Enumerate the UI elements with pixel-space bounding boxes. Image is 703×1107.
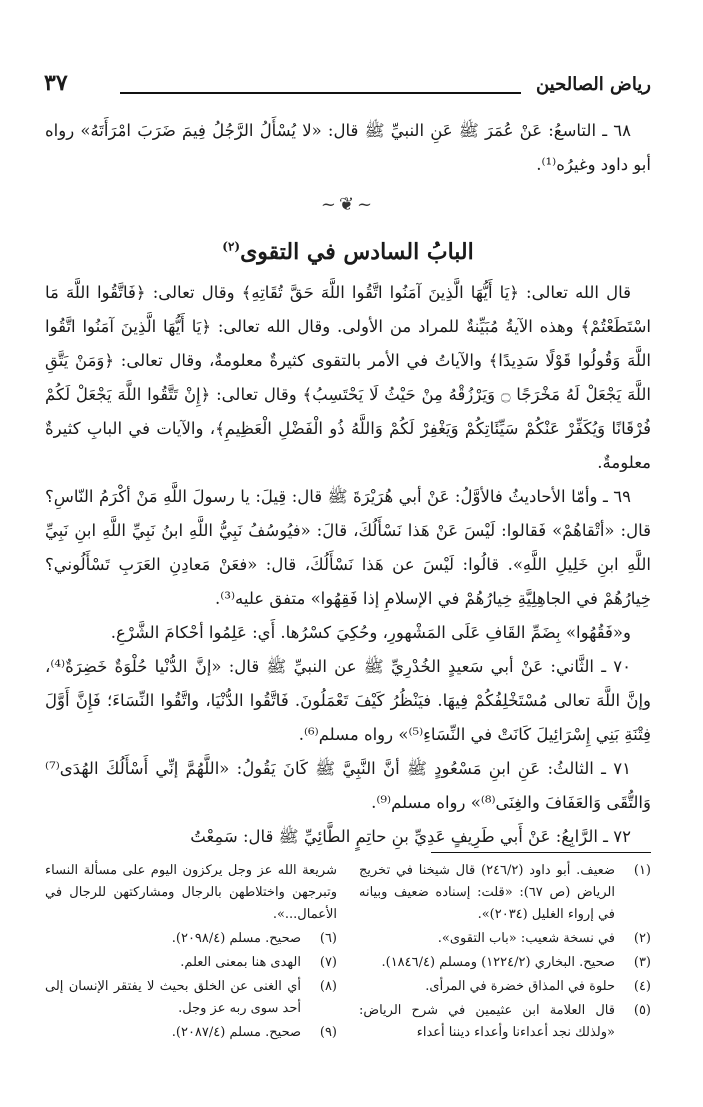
- ornament-divider: ~❦~: [320, 194, 376, 215]
- hadith-72: ٧٢ ـ الرَّابِعُ: عَنْ أَبي طَرِيفٍ عَدِيِّ بنِ حاتِمٍ الطَّائِيِّ ﷺ قال: سَمِعْتُ: [190, 827, 631, 846]
- footnote-8: (٨) أي الغنى عن الخلق بحيث لا يفتقر الإنسان إلى أحد سوى ربه عز وجل.: [45, 979, 337, 1016]
- footnote-divider: [431, 852, 651, 853]
- footnote-5: (٥) قال العلامة ابن عثيمين في شرح الرياض: «ولذلك نجد أعداءنا وأعداء ديننا أعداء: [359, 1003, 651, 1040]
- footnotes-right-column: [359, 860, 651, 1046]
- footnote-7: (٧) الهدى هنا بمعنى العلم.: [180, 955, 337, 970]
- chapter-footnote-ref: (٢): [222, 239, 241, 254]
- hadith-69: ٦٩ ـ وأمّا الأحاديثُ فالأوَّلُ: عَنْ أبي هُرَيْرَةَ ﷺ قال: قِيلَ: يا رسولَ اللَّهِ مَنْ أكْرَمُ النّاسِ؟ قال: «أتْقاهُمْ» فَقالوا: لَيْسَ عَنْ هَذا نَسْأَلُكَ، قالَ: «فيُوسُفُ نَبِيُّ اللَّهِ ابنُ نَبِيِّ اللَّهِ ابنِ نَبِيِّ اللَّهِ ابنِ خَلِيلِ اللَّهِ». قالُوا: لَيْسَ عن هَذا نَسْأَلُكَ، قال: «فعَنْ مَعادِنِ العَرَبِ تَسْأَلُوني؟ خِيارُهُمْ في الجاهِلِيَّةِ خِيارُهُمْ في الإسلامِ إذا فَقِهُوا» متفق عليه⁽³⁾.: [45, 487, 651, 608]
- book-title: رياض الصالحين: [535, 74, 651, 95]
- footnote-4: (٤) حلوة في المذاق خضرة في المرأى.: [425, 979, 651, 994]
- footnote-1: (١) ضعيف. أبو داود (٢٤٦/٢) قال شيخنا في تخريج الرياض (ص ٦٧): «قلت: إسناده ضعيف وبيانه في إرواء الغليل (٢٠٣٤)».: [359, 863, 651, 922]
- chapter-title-text: البابُ السادس في التقوى: [240, 239, 474, 265]
- hadith-68: ٦٨ ـ التاسعُ: عَنْ عُمَرَ ﷺ عَنِ النبيِّ ﷺ قال: «لا يُسْأَلُ الرَّجُلُ فِيمَ ضَرَبَ امْرَأَتَهُ» رواه أبو داود وغيرُه⁽¹⁾.: [45, 121, 651, 174]
- footnote-5-continuation: شريعة الله عز وجل يركزون اليوم على مسألة النساء وتبرجهن واختلاطهن بالرجال ومشاركتهن للرجال في الأعمال...».: [45, 863, 337, 922]
- page-number: ٣٧: [44, 70, 68, 96]
- page-header: [40, 70, 651, 104]
- hadith-69-note: و«فَقُهُوا» بِضَمِّ القَافِ عَلَى المَشْهورِ، وحُكِيَ كسْرُها. أَي: عَلِمُوا أحْكامَ الشَّرْعِ.: [110, 623, 631, 642]
- header-rule: [120, 92, 521, 94]
- chapter-intro: قال الله تعالى: ﴿يَا أَيُّهَا الَّذِينَ آمَنُوا اتَّقُوا اللَّهَ حَقَّ تُقَاتِهِ﴾ وقال تعالى: ﴿فَاتَّقُوا اللَّهَ مَا اسْتَطَعْتُمْ﴾ وهذه الآيةُ مُبَيِّنةٌ للمراد من الأولى. وقال الله تعالى: ﴿يَا أَيُّهَا الَّذِينَ آمَنُوا اتَّقُوا اللَّهَ وَقُولُوا قَوْلًا سَدِيدًا﴾ والآياتُ في الأمر بالتقوى كثيرةٌ معلومةٌ، وقال تعالى: ﴿وَمَنْ يَتَّقِ اللَّهَ يَجْعَلْ لَهُ مَخْرَجًا ۝ وَيَرْزُقْهُ مِنْ حَيْثُ لَا يَحْتَسِبُ﴾ وقال تعالى: ﴿إِنْ تَتَّقُوا اللَّهَ يَجْعَلْ لَكُمْ فُرْقَانًا وَيُكَفِّرْ عَنْكُمْ سَيِّئَاتِكُمْ وَيَغْفِرْ لَكُمْ وَاللَّهُ ذُو الْفَضْلِ الْعَظِيمِ﴾، والآيات في البابِ كثيرةٌ معلومةٌ.: [45, 283, 651, 472]
- footnote-3: (٣) صحيح. البخاري (١٢٢٤/٢) ومسلم (١٨٤٦/٤).: [381, 955, 651, 970]
- main-text: [45, 114, 651, 854]
- hadith-71: ٧١ ـ الثالثُ: عَنِ ابنِ مَسْعُودٍ ﷺ أنَّ النَّبِيَّ ﷺ كَانَ يَقُولُ: «اللَّهُمَّ إنِّي أَسْأَلُكَ الهُدَى⁽⁷⁾ وَالتُّقَى وَالعَفَافَ والغِنَى⁽⁸⁾» رواه مسلم⁽⁹⁾.: [45, 759, 651, 812]
- chapter-title: [45, 232, 651, 272]
- footnote-6: (٦) صحيح. مسلم (٢٠٩٨/٤).: [171, 931, 337, 946]
- footnote-2: (٢) في نسخة شعيب: «باب التقوى».: [437, 931, 651, 946]
- footnotes-left-column: [45, 860, 337, 1046]
- hadith-70: ٧٠ ـ الثَّاني: عَنْ أبي سَعيدٍ الخُدْرِيِّ ﷺ عن النبيِّ ﷺ قال: «إنَّ الدُّنْيا حُلْوَةٌ خَضِرَةٌ⁽⁴⁾، وإنَّ اللَّهَ تعالى مُسْتَخْلِفُكُمْ فِيهَا. فيَنْظُرُ كَيْفَ تَعْمَلُونَ. فَاتَّقُوا الدُّنْيَا، واتَّقُوا النِّسَاءَ؛ فَإِنَّ أَوَّلَ فِتْنَةِ بَنِي إِسْرَائِيلَ كَانَتْ في النِّسَاءِ⁽⁵⁾» رواه مسلم⁽⁶⁾.: [45, 657, 651, 744]
- footnote-9: (٩) صحيح. مسلم (٢٠٨٧/٤).: [171, 1025, 337, 1040]
